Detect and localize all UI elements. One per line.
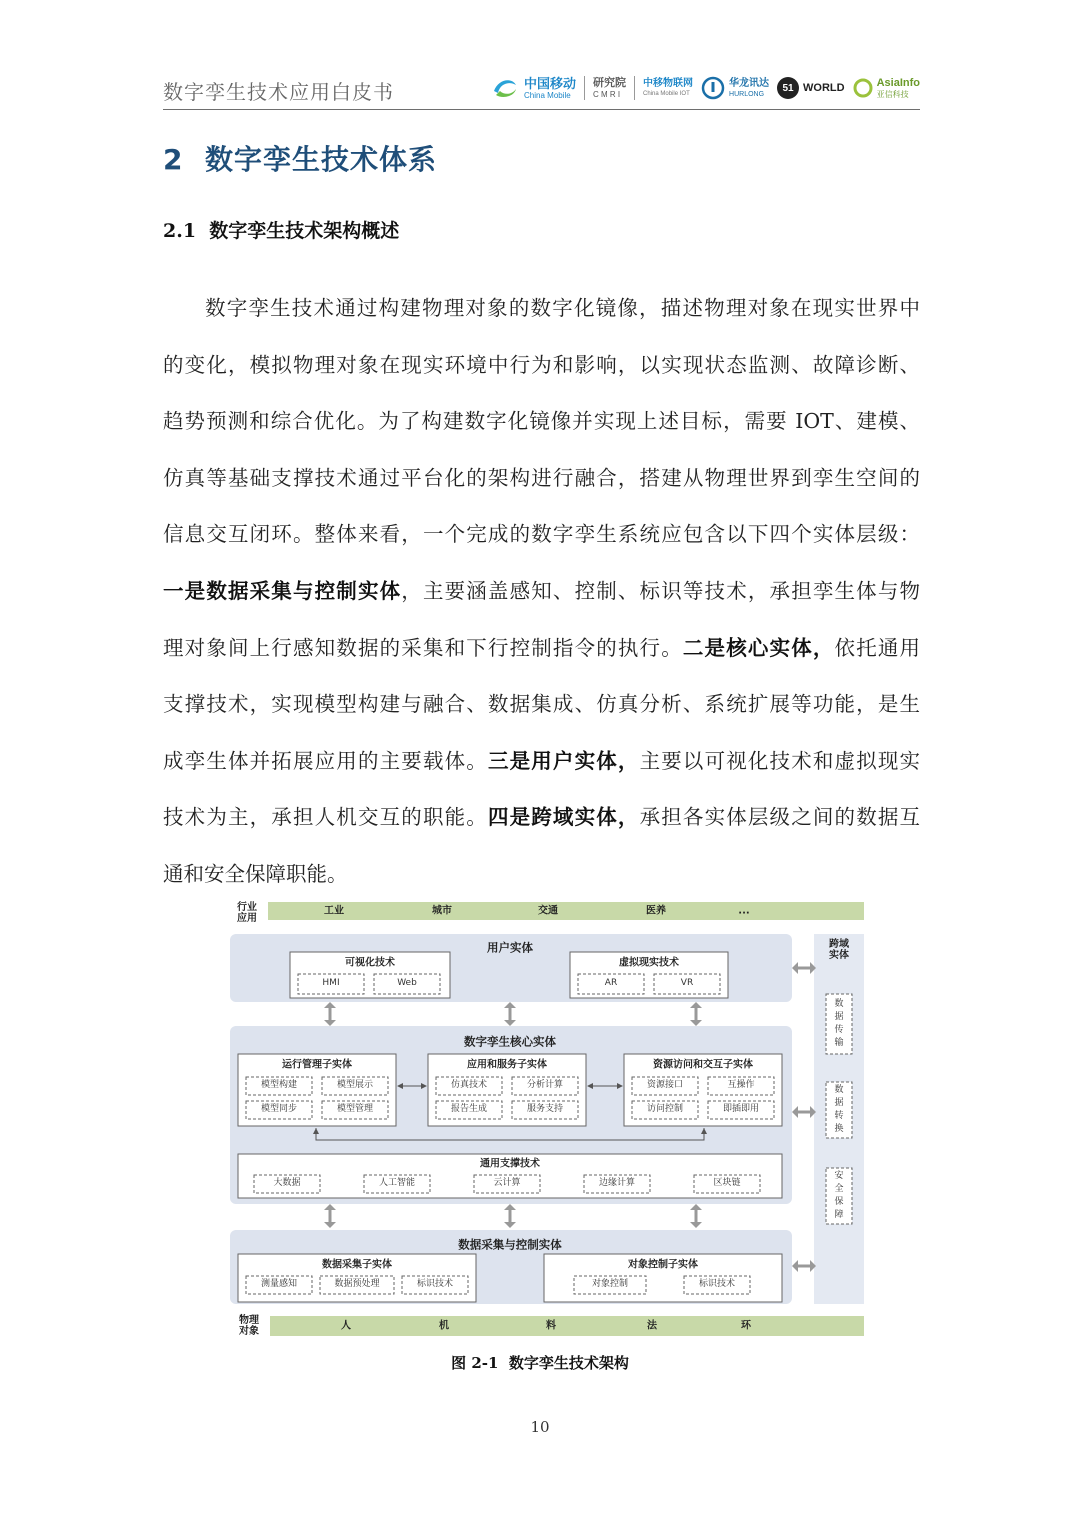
- collect-item: 数据预处理: [334, 1279, 380, 1290]
- common-item: 云计算: [493, 1178, 521, 1189]
- china-mobile-iot-logo: 中移物联网 China Mobile IOT: [643, 78, 694, 97]
- app-item: 仿真技术: [450, 1080, 488, 1091]
- hurlong-circle-icon: [701, 76, 725, 100]
- app-item: 报告生成: [450, 1104, 488, 1115]
- core-entity-title: 数字孪生核心实体: [464, 1034, 556, 1049]
- china-mobile-logo: 中国移动 China Mobile: [490, 73, 576, 103]
- industry-item: 工业: [324, 905, 344, 917]
- physical-item: 料: [546, 1320, 556, 1332]
- cross-item: 安全保障: [834, 1171, 844, 1220]
- physical-item: 人: [341, 1320, 351, 1332]
- res-item: 资源接口: [646, 1080, 684, 1091]
- vis-tech-title: 可视化技术: [345, 957, 395, 969]
- cmri-logo: 研究院 C M R I: [593, 76, 627, 99]
- common-item: 区块链: [713, 1178, 741, 1189]
- physical-item: 法: [647, 1320, 657, 1332]
- industry-label: 行业 应用: [237, 902, 257, 924]
- vr-item: AR: [604, 978, 618, 989]
- industry-bar: [268, 902, 864, 920]
- collect-item: 标识技术: [416, 1279, 454, 1290]
- hurlong-logo: 华龙讯达 HURLONG: [701, 76, 769, 100]
- res-sub-title: 资源访问和交互子实体: [653, 1059, 753, 1071]
- vr-tech-title: 虚拟现实技术: [619, 957, 679, 969]
- china-mobile-swirl-icon: [490, 73, 520, 103]
- app-item: 分析计算: [526, 1080, 564, 1091]
- ops-item: 模型同步: [260, 1104, 298, 1115]
- res-item: 访问控制: [646, 1104, 684, 1115]
- industry-item: 交通: [538, 905, 558, 917]
- vis-item: HMI: [322, 978, 340, 989]
- page-number: 10: [530, 1418, 550, 1436]
- partner-logos: [490, 72, 920, 104]
- asiainfo-logo: AsiaInfo 亚信科技: [853, 78, 920, 99]
- vis-item: Web: [397, 978, 417, 989]
- common-item: 大数据: [273, 1178, 301, 1189]
- user-entity-title: 用户实体: [487, 940, 533, 955]
- control-item: 对象控制: [591, 1279, 629, 1290]
- figure-caption: 图 2-1 数字孪生技术架构: [451, 1354, 629, 1372]
- res-item: 互操作: [727, 1080, 755, 1091]
- common-item: 边缘计算: [598, 1178, 636, 1189]
- collect-item: 测量感知: [260, 1279, 298, 1290]
- industry-item: 城市: [432, 905, 452, 917]
- data-entity-title: 数据采集与控制实体: [458, 1237, 562, 1252]
- 51world-logo: 51 WORLD: [777, 77, 845, 99]
- diagram-shapes: [228, 896, 868, 1340]
- common-item: 人工智能: [378, 1178, 416, 1189]
- physical-bar: [270, 1316, 864, 1336]
- cross-item: 数据转换: [834, 1085, 844, 1134]
- architecture-diagram: [228, 896, 868, 1340]
- res-item: 即插即用: [722, 1104, 760, 1115]
- physical-item: 环: [741, 1320, 751, 1332]
- ops-sub-title: 运行管理子实体: [282, 1059, 352, 1071]
- ops-item: 模型展示: [336, 1080, 374, 1091]
- document-title: 数字孪生技术应用白皮书: [163, 80, 394, 104]
- collect-sub-title: 数据采集子实体: [322, 1259, 392, 1271]
- common-tech-title: 通用支撑技术: [480, 1158, 540, 1170]
- cross-entity-title: 跨域 实体: [829, 939, 849, 961]
- industry-item: 医养: [646, 905, 666, 917]
- page-header: [163, 62, 920, 110]
- vr-item: VR: [680, 978, 694, 989]
- physical-item: 机: [439, 1320, 449, 1332]
- app-item: 服务支持: [526, 1104, 564, 1115]
- physical-label: 物理 对象: [239, 1315, 259, 1337]
- section-heading: 2 数字孪生技术体系: [163, 143, 437, 176]
- control-item: 标识技术: [698, 1279, 736, 1290]
- app-sub-title: 应用和服务子实体: [467, 1059, 547, 1071]
- cross-item: 数据传输: [834, 999, 844, 1048]
- industry-item: ...: [738, 905, 750, 917]
- ops-item: 模型管理: [336, 1104, 374, 1115]
- control-sub-title: 对象控制子实体: [628, 1259, 698, 1271]
- ops-item: 模型构建: [260, 1080, 298, 1091]
- body-paragraph: 数字孪生技术通过构建物理对象的数字化镜像，描述物理对象在现实世界中 的变化，模拟物理对象在现实环境中行为和影响，以实现状态监测、故障诊断、 趋势预测和综合优化。为了构建数字化镜像并实现上述目标，需要 IOT、建模、 仿真等基础支撑技术通过平台化的架构进行融合，搭建从物理世界到孪生空间的 信息交互闭环。整体来看，一个完成的数字孪生系统应包含以下四个实体层级： 一是数据采集与控制实体，主要涵盖感知、控制、标识等技术，承担孪生体与物 理对象间上行感知数据的采集和下行控制指令的执行。二是核心实体，依托通用 支撑技术，实现模型构建与融合、数据集成、仿真分析、系统扩展等功能，是生 成孪生体并拓展应用的主要载体。三是用户实体，主要以可视化技术和虚拟现实 技术为主，承担人机交互的职能。四是跨域实体，承担各实体层级之间的数据互 通和安全保障职能。: [163, 296, 921, 886]
- subsection-heading: 2.1 数字孪生技术架构概述: [163, 220, 400, 242]
- asiainfo-ring-icon: [853, 78, 873, 98]
